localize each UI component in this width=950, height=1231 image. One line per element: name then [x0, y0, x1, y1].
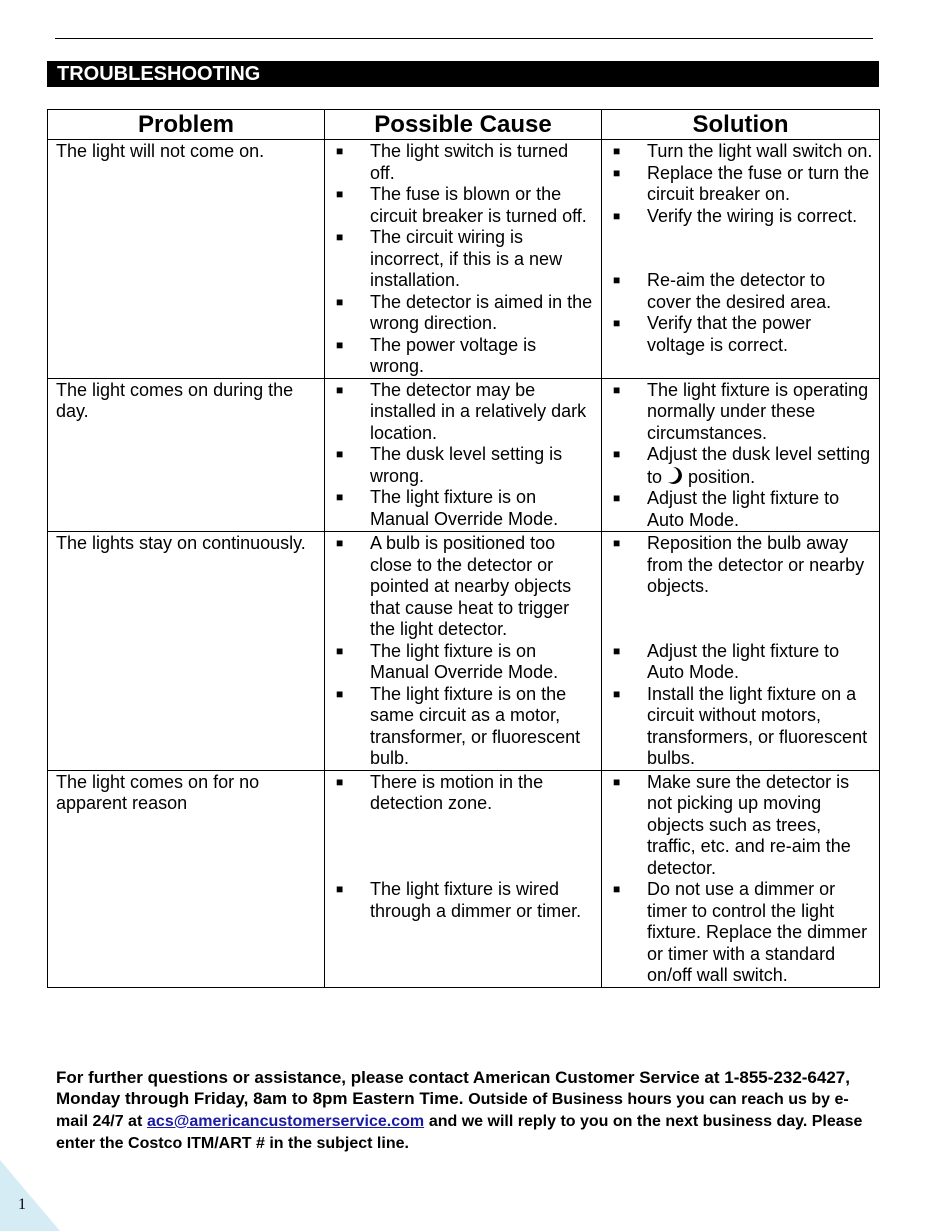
problem-cell [48, 378, 325, 532]
cause-cell [325, 140, 602, 379]
contact-text: For further questions or assistance, please contact American Customer Service at 1-855-232-6427, Monday through Friday, 8am to 8pm Eastern Time. [56, 1068, 850, 1108]
cause-item: ■ The light switch is turned off. [336, 141, 569, 183]
spacer [602, 619, 873, 641]
solution-item: ■ Do not use a dimmer or timer to control the light fixture. Replace the dimmer or timer with a standard on/off wall switch. [613, 879, 868, 985]
square-bullet-icon: ■ [613, 536, 621, 550]
cause-item: ■ The circuit wiring is incorrect, if this is a new installation. [336, 227, 563, 290]
solution-cell [602, 378, 880, 532]
square-bullet-icon: ■ [336, 337, 344, 352]
solution-item: ■ The light fixture is operating normally under these circumstances. [613, 379, 869, 443]
contact-closing-text: and we will reply to you on the next business day. Please enter the Costco ITM/ART # in the subject line. [56, 1113, 863, 1152]
square-bullet-icon: ■ [613, 491, 621, 505]
email-link[interactable]: acs@americancustomerservice.com [147, 1113, 425, 1130]
square-bullet-icon: ■ [336, 686, 344, 701]
solution-item: ■ Reposition the bulb away from the detector or nearby objects. [613, 533, 865, 596]
troubleshooting-table [47, 109, 880, 988]
solution-item: ■ Adjust the dusk level setting to position. [613, 444, 871, 487]
solution-item: ■ Re-aim the detector to cover the desired area. [613, 270, 832, 312]
table-row [48, 378, 880, 532]
problem-text: The light comes on for no apparent reason [56, 771, 260, 813]
square-bullet-icon: ■ [613, 774, 621, 789]
cause-item: ■ The light fixture is on Manual Override Mode. [336, 487, 559, 529]
header-possible-cause: Possible Cause [325, 110, 602, 140]
square-bullet-icon: ■ [613, 382, 621, 397]
spacer [325, 815, 595, 837]
square-bullet-icon: ■ [336, 536, 344, 550]
square-bullet-icon: ■ [336, 643, 344, 658]
problem-text: The lights stay on continuously. [56, 533, 306, 553]
page-corner-decoration [0, 1160, 60, 1231]
square-bullet-icon: ■ [336, 447, 344, 461]
solution-item: ■ Replace the fuse or turn the circuit breaker on. [613, 162, 870, 204]
cause-item: ■ There is motion in the detection zone. [336, 771, 544, 813]
cause-item: ■ A bulb is positioned too close to the detector or pointed at nearby objects that cause heat to trigger the light detector. [336, 533, 572, 639]
spacer [325, 858, 595, 880]
square-bullet-icon: ■ [336, 382, 344, 397]
cause-item: ■ The detector is aimed in the wrong direction. [336, 291, 593, 333]
square-bullet-icon: ■ [613, 643, 621, 658]
solution-item: ■ Install the light fixture on a circuit without motors, transformers, or fluorescent bulbs. [613, 683, 868, 768]
problem-text: The light comes on during the day. [56, 379, 294, 421]
cause-item: ■ The dusk level setting is wrong. [336, 444, 563, 486]
table-row [48, 532, 880, 771]
solution-item: ■ Adjust the light fixture to Auto Mode. [613, 488, 840, 530]
problem-text: The light will not come on. [56, 141, 265, 161]
cause-cell [325, 532, 602, 771]
contact-hours-text: Outside of Business hours you can reach us by e-mail 24/7 at [56, 1091, 849, 1130]
cause-cell [325, 770, 602, 987]
contact-paragraph [56, 1067, 866, 1154]
square-bullet-icon: ■ [613, 273, 621, 287]
problem-cell [48, 140, 325, 379]
problem-cell [48, 532, 325, 771]
cause-item: ■ The power voltage is wrong. [336, 334, 537, 376]
square-bullet-icon: ■ [613, 882, 621, 896]
square-bullet-icon: ■ [613, 447, 621, 461]
cause-item: ■ The light fixture is on Manual Override Mode. [336, 640, 559, 682]
solution-item: ■ Verify the wiring is correct. [613, 205, 858, 226]
square-bullet-icon: ■ [336, 230, 344, 244]
solution-cell [602, 532, 880, 771]
square-bullet-icon: ■ [336, 144, 344, 158]
table-header-row [48, 110, 880, 140]
solution-item: ■ Adjust the light fixture to Auto Mode. [613, 640, 840, 682]
square-bullet-icon: ■ [336, 774, 344, 789]
square-bullet-icon: ■ [613, 316, 621, 330]
cause-item: ■ The light fixture is on the same circuit as a motor, transformer, or fluorescent bulb. [336, 683, 581, 768]
cause-item: ■ The fuse is blown or the circuit breaker is turned off. [336, 184, 587, 226]
square-bullet-icon: ■ [613, 208, 621, 223]
solution-cell [602, 140, 880, 379]
square-bullet-icon: ■ [336, 490, 344, 504]
cause-item: ■ The detector may be installed in a relatively dark location. [336, 379, 587, 443]
header-problem: Problem [48, 110, 325, 140]
cause-item: ■ The light fixture is wired through a dimmer or timer. [336, 879, 582, 921]
solution-item: ■ Verify that the power voltage is correct. [613, 313, 812, 355]
cause-cell [325, 378, 602, 532]
square-bullet-icon: ■ [613, 165, 621, 180]
square-bullet-icon: ■ [336, 187, 344, 201]
spacer [602, 598, 873, 620]
table-row [48, 770, 880, 987]
spacer [602, 227, 873, 249]
top-rule [55, 38, 873, 39]
solution-cell [602, 770, 880, 987]
solution-item: ■ Make sure the detector is not picking up moving objects such as trees, traffic, etc. and re-aim the detector. [613, 771, 851, 878]
page-number: 1 [18, 1196, 26, 1213]
moon-icon [667, 466, 683, 485]
square-bullet-icon: ■ [613, 686, 621, 701]
spacer [325, 836, 595, 858]
problem-cell [48, 770, 325, 987]
solution-item: ■ Turn the light wall switch on. [613, 141, 873, 161]
square-bullet-icon: ■ [336, 882, 344, 896]
square-bullet-icon: ■ [613, 144, 621, 158]
table-row [48, 140, 880, 379]
section-title: TROUBLESHOOTING [47, 61, 879, 87]
header-solution: Solution [602, 110, 880, 140]
spacer [602, 249, 873, 271]
square-bullet-icon: ■ [336, 294, 344, 309]
